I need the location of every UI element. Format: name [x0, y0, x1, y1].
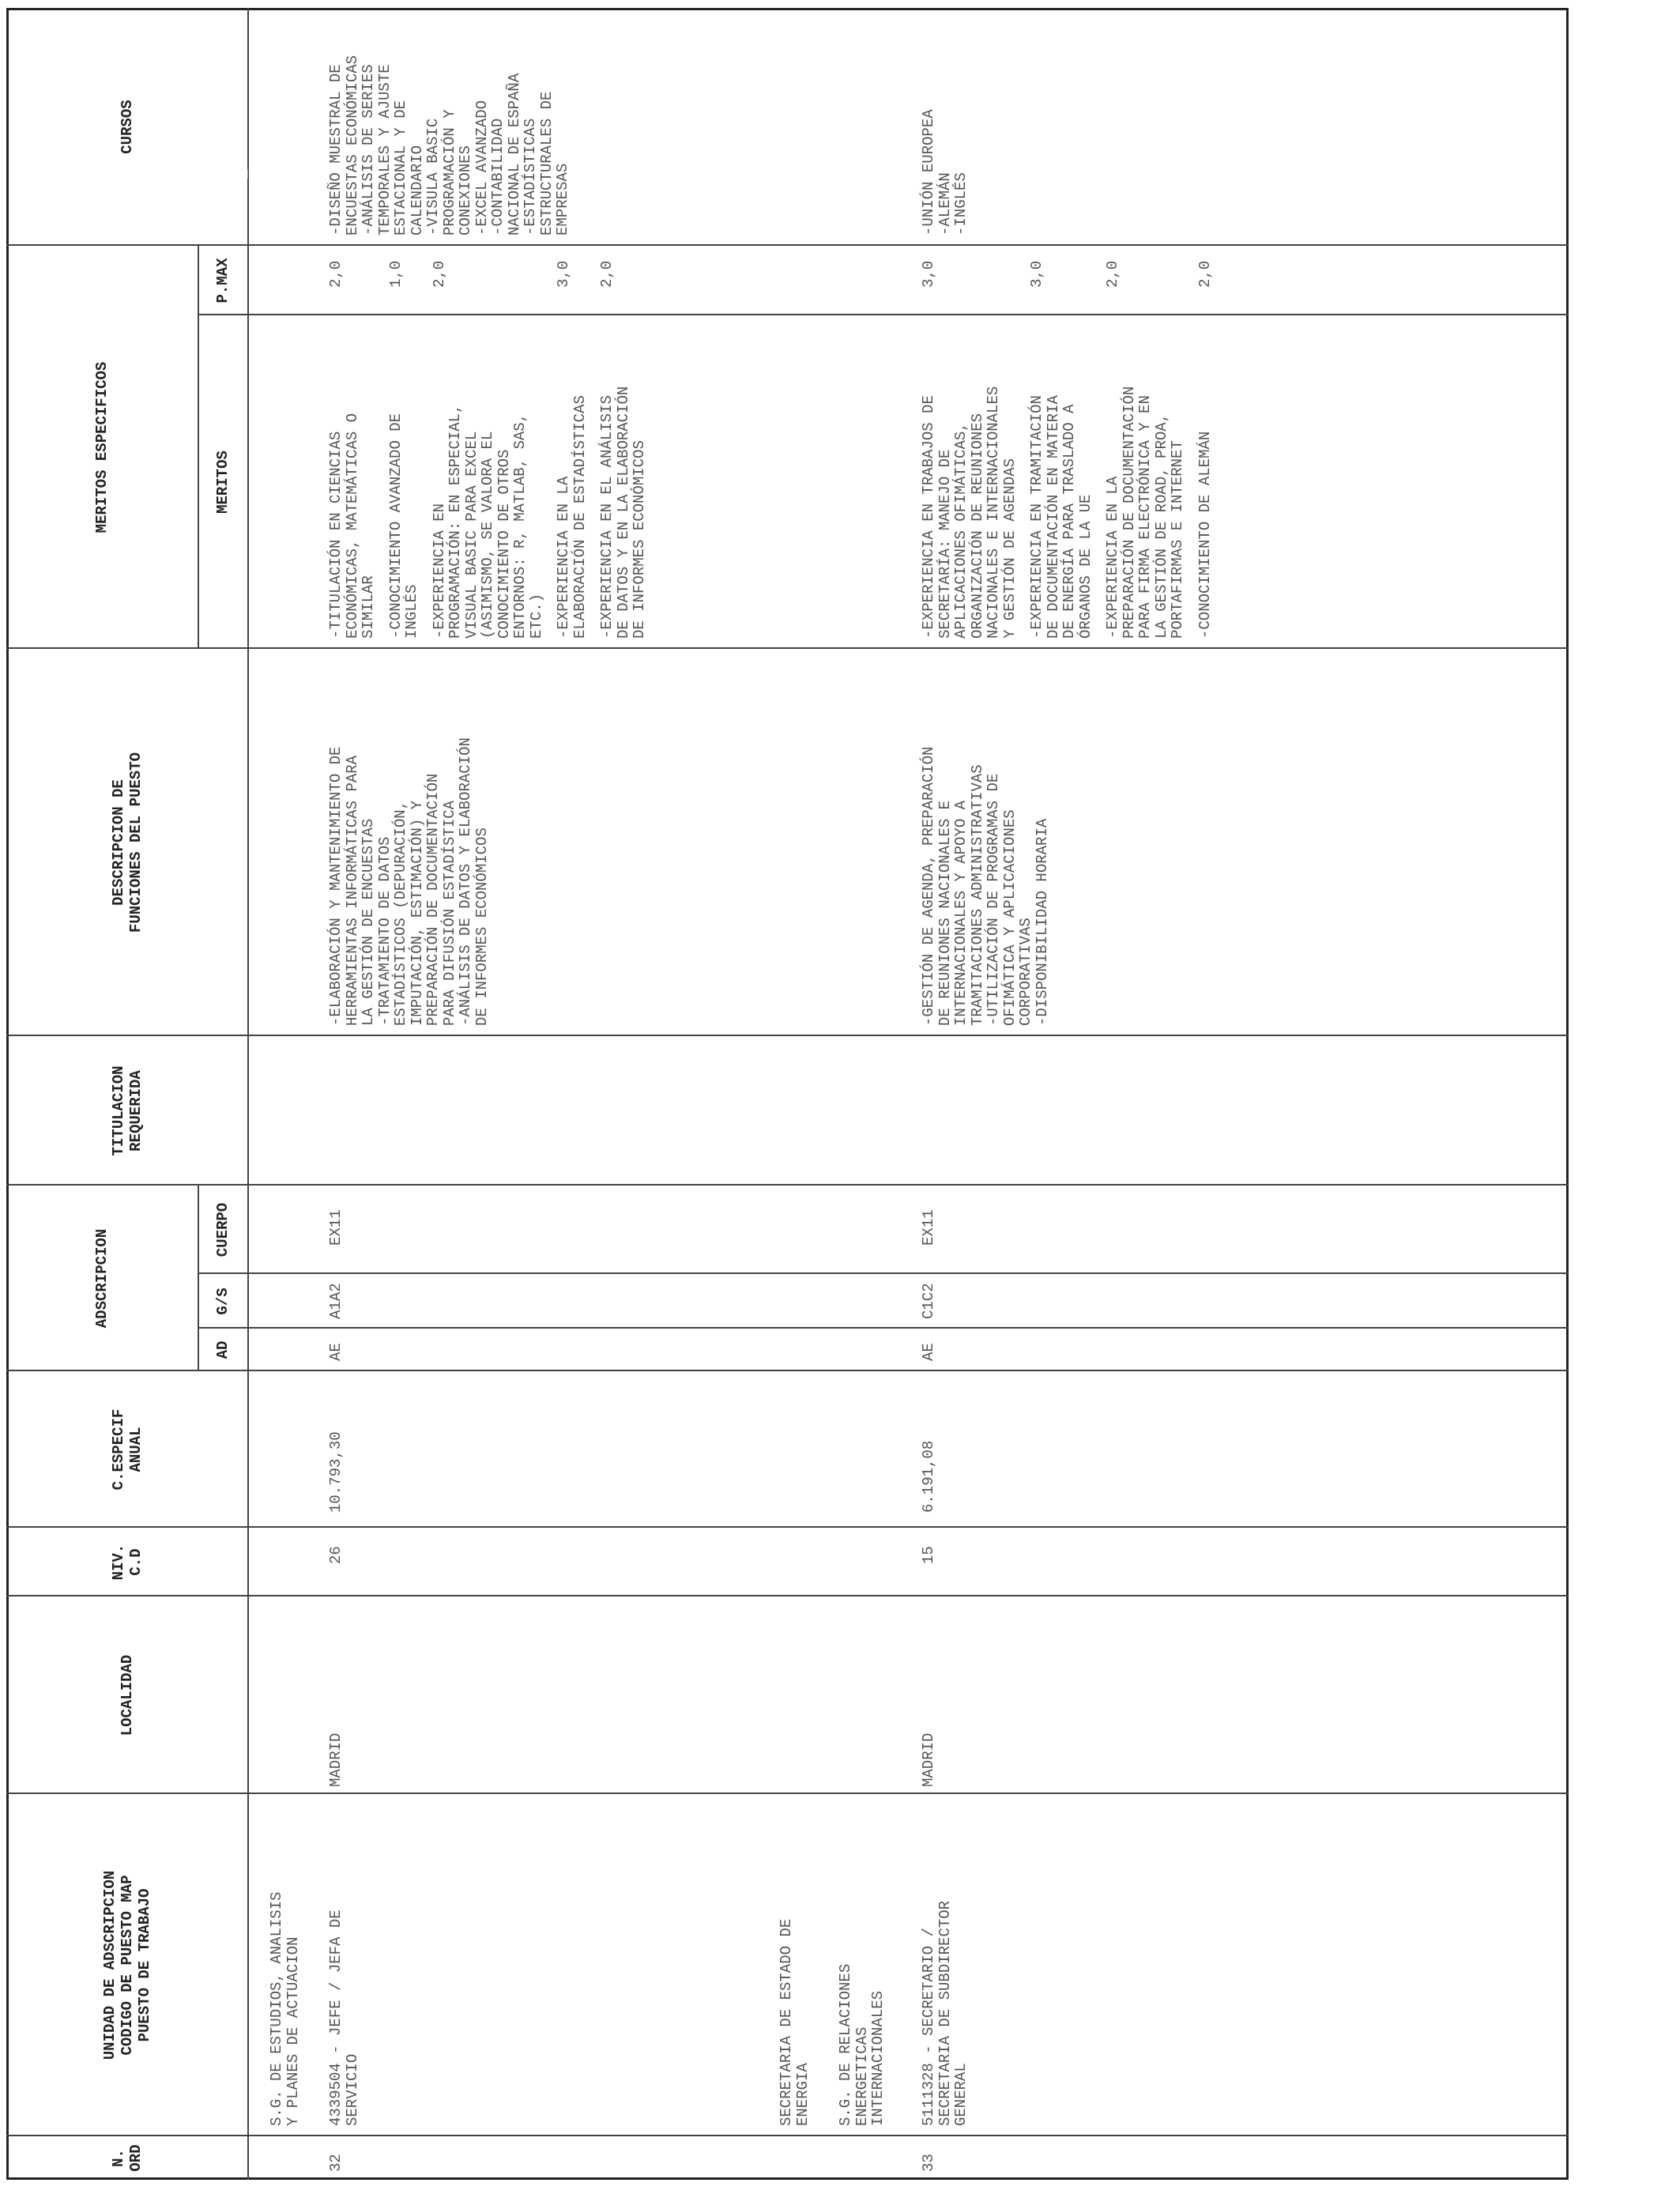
row-33-pmax-2: 3,0 — [1028, 260, 1045, 288]
cut-marker — [247, 169, 248, 179]
row-33-merito-3: -EXPERIENCIA EN LA PREPARACIÓN DE DOCUMENTACIÓN PARA FIRMA ELECTRÓNICA Y EN LA GESTIÓN DE ROAD, PROA, PORTAFIRMAS E INTERNET — [1104, 386, 1186, 639]
row-33-pmax-3: 2,0 — [1104, 260, 1121, 288]
row-33-gs: C1C2 — [920, 1283, 937, 1319]
row-33-ad: AE — [920, 1343, 937, 1361]
row-32-merito-4: -EXPERIENCIA EN LA ELABORACIÓN DE ESTADÍSTICAS — [555, 395, 589, 639]
row-32-localidad: MADRID — [327, 1732, 345, 1787]
unit-heading-sg-relaciones: S.G. DE RELACIONES ENERGETICAS INTERNACIONALES — [837, 1963, 887, 2126]
col-sep-ad — [198, 1327, 1569, 1329]
row-32-merito-2: -CONOCIMIENTO AVANZADO DE INGLÉS — [386, 413, 420, 639]
header-cuerpo: CUERPO — [213, 1202, 232, 1257]
row-33-descripcion: -GESTIÓN DE AGENDA, PREPARACIÓN DE REUNIONES NACIONALES E INTERNACIONALES Y APOYO A TRAMITACIONES ADMINISTRATIVAS -UTILIZACIÓN DE PROGRAMAS DE OFIMÁTICA Y APLICACIONES CORPORATIVAS -DISPONIBILIDAD HORARIA — [920, 746, 1051, 1026]
row-32-c-especif: 10.793,30 — [327, 1431, 345, 1513]
row-33-pmax-4: 2,0 — [1196, 260, 1214, 288]
row-32-pmax-5: 2,0 — [598, 260, 616, 288]
header-unidad: UNIDAD DE ADSCRIPCION CODIGO DE PUESTO MAP PUESTO DE TRABAJO — [100, 1870, 153, 2060]
header-pmax: P.MAX — [213, 258, 232, 303]
header-meritos: MERITOS — [213, 450, 232, 514]
row-33-cursos: -UNIÓN EUROPEA -ALEMÁN -INGLÉS — [920, 109, 970, 236]
header-niv: NIV. C.D — [109, 1544, 145, 1581]
row-32-cursos: -DISEÑO MUESTRAL DE ENCUESTAS ECONÓMICAS -ANÁLISIS DE SERIES TEMPORALES Y AJUSTE ESTACIONAL Y DE CALENDARIO -VISULA BASIC PROGRAMACIÓN Y CONEXIONES -EXCEL AVANZADO -CONTABILIDAD NACIONAL DE ESPAÑA -ESTADÍSTICAS ESTRUCTURALES DE EMPRESAS — [327, 55, 571, 236]
row-33-merito-1: -EXPERIENCIA EN TRABAJOS DE SECRETARÍA: MANEJO DE APLICACIONES OFIMÁTICAS, ORGANIZACIÓN DE REUNIONES NACIONALES E INTERNACIONALES Y GESTIÓN DE AGENDAS — [920, 386, 1019, 639]
row-33-nivel: 15 — [920, 1546, 937, 1564]
row-33-ord: 33 — [920, 2154, 937, 2172]
row-33-cuerpo: EX11 — [920, 1209, 937, 1246]
header-gs: G/S — [213, 1287, 232, 1315]
row-32-cuerpo: EX11 — [327, 1209, 345, 1246]
row-32-gs: A1A2 — [327, 1283, 345, 1319]
row-33-puesto: 5111328 - SECRETARIO / SECRETARIA DE SUBDIRECTOR GENERAL — [920, 1900, 970, 2126]
header-ad: AD — [213, 1340, 232, 1359]
row-32-merito-3: -EXPERIENCIA EN PROGRAMACIÓN: EN ESPECIAL, VISUAL BASIC PARA EXCEL (ASIMISMO, SE VALORA EL CONOCIMIENTO DE OTROS ENTORNOS: R, MATLAB, SAS, ETC.) — [430, 404, 545, 639]
row-32-ad: AE — [327, 1343, 345, 1361]
row-33-merito-4: -CONOCIMIENTO DE ALEMÁN — [1196, 431, 1214, 639]
unit-heading-secretaria: SECRETARIA DE ESTADO DE ENERGIA — [778, 1918, 812, 2126]
header-adscripcion: ADSCRIPCION — [93, 1228, 111, 1329]
col-sep-meritos — [198, 314, 1569, 315]
row-33-merito-2: -EXPERIENCIA EN TRAMITACIÓN DE DOCUMENTACIÓN EN MATERIA DE ENERGÍA PARA TRASLADO A ÓRGANOS DE LA UE — [1028, 395, 1094, 639]
row-32-pmax-3: 2,0 — [430, 260, 448, 288]
row-32-merito-5: -EXPERIENCIA EN EL ANÁLISIS DE DATOS Y EN LA ELABORACIÓN DE INFORMES ECONÓMICOS — [598, 386, 648, 639]
header-cursos: CURSOS — [118, 100, 136, 154]
row-32-merito-1: -TITULACIÓN EN CIENCIAS ECONÓMICAS, MATEMÁTICAS O SIMILAR — [327, 413, 377, 639]
row-32-pmax-1: 2,0 — [327, 260, 345, 288]
header-descripcion: DESCRIPCION DE FUNCIONES DEL PUESTO — [109, 752, 145, 933]
header-meritos-especificos: MERITOS ESPECIFICOS — [93, 361, 111, 533]
header-localidad: LOCALIDAD — [118, 1654, 136, 1736]
row-32-pmax-2: 1,0 — [386, 260, 405, 288]
row-32-descripcion: -ELABORACIÓN Y MANTENIMIENTO DE HERRAMIENTAS INFORMÁTICAS PARA LA GESTIÓN DE ENCUESTAS -TRATAMIENTO DE DATOS ESTADÍSTICOS (DEPURACIÓN, IMPUTACIÓN, ESTIMACIÓN) Y PREPARACIÓN DE DOCUMENTACIÓN PARA DIFUSIÓN ESTADÍSTICA -ANÁLISIS DE DATOS Y ELABORACIÓN DE INFORMES ECONÓMICOS — [327, 737, 491, 1026]
row-33-localidad: MADRID — [920, 1732, 937, 1787]
row-33-pmax-1: 3,0 — [920, 260, 937, 288]
row-32-pmax-4: 3,0 — [555, 260, 572, 288]
header-divider — [247, 8, 249, 2180]
col-sep-gs — [198, 1272, 1569, 1274]
row-32-ord: 32 — [327, 2154, 345, 2172]
row-33-c-especif: 6.191,08 — [920, 1440, 937, 1513]
header-n-ord: N. ORD — [109, 2144, 145, 2172]
row-32-nivel: 26 — [327, 1546, 345, 1564]
header-titulacion: TITULACION REQUERIDA — [109, 1065, 145, 1156]
header-c-especif: C.ESPECIF ANUAL — [109, 1408, 145, 1491]
row-32-puesto: 4339504 - JEFE / JEFA DE SERVICIO — [327, 1909, 361, 2126]
unit-heading-sg-estudios: S.G. DE ESTUDIOS, ANALISIS Y PLANES DE ACTUACION — [268, 1891, 302, 2126]
